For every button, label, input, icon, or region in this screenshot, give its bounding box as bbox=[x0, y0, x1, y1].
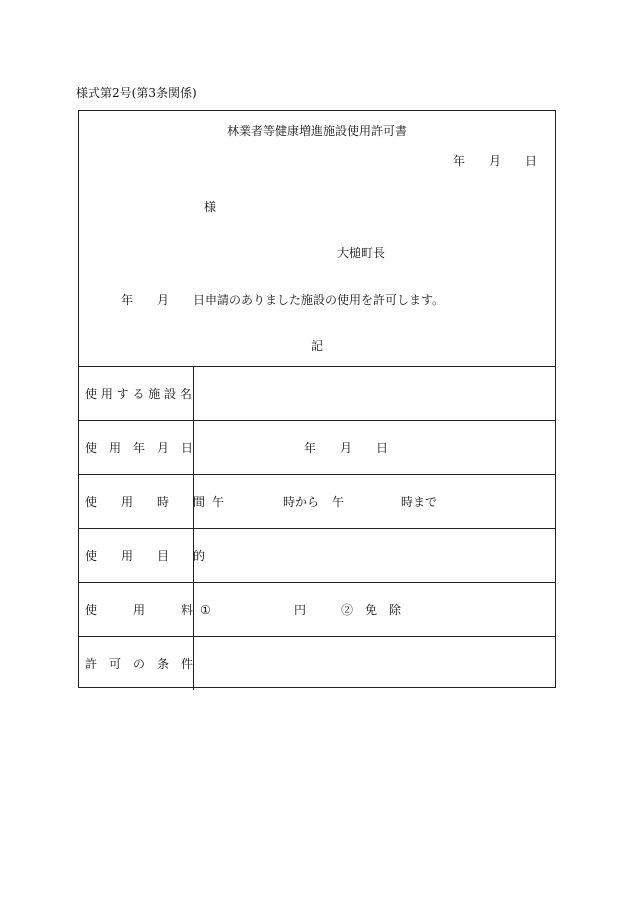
row-date bbox=[79, 420, 555, 474]
use-date: 年 月 日 bbox=[304, 441, 389, 455]
row-label: 使 用 時 間 bbox=[79, 475, 194, 528]
row-fee bbox=[79, 582, 555, 636]
row-time bbox=[79, 474, 555, 528]
time-until: 時まで bbox=[401, 495, 438, 509]
permit-statement: 年 月 日申請のありました施設の使用を許可します。 bbox=[121, 293, 445, 307]
noon-end: 午 bbox=[332, 495, 345, 509]
row-label: 許 可 の 条 件 bbox=[79, 637, 194, 690]
addressee-suffix: 様 bbox=[204, 200, 217, 214]
row-label: 使 用 目 的 bbox=[79, 529, 194, 582]
issue-date: 年 月 日 bbox=[452, 154, 537, 168]
form-number: 様式第2号(第3条関係) bbox=[76, 86, 197, 100]
ki-heading: 記 bbox=[310, 339, 323, 353]
form-title: 林業者等健康増進施設使用許可書 bbox=[226, 124, 407, 138]
fee-option-1: ① bbox=[200, 602, 211, 617]
row-label: 使 用 年 月 日 bbox=[79, 421, 194, 474]
row-facility bbox=[79, 366, 555, 420]
row-conditions bbox=[79, 636, 555, 690]
row-label: 使 用 す る 施 設 名 bbox=[79, 367, 194, 420]
issuer-name: 大槌町長 bbox=[337, 246, 386, 260]
time-from: 時から bbox=[283, 495, 320, 509]
noon-start: 午 bbox=[212, 495, 225, 509]
row-purpose bbox=[79, 528, 555, 582]
fee-option-2: ② 免 除 bbox=[341, 603, 402, 617]
row-label: 使 用 料 bbox=[79, 583, 194, 636]
permit-form bbox=[78, 110, 556, 688]
fee-yen: 円 bbox=[294, 603, 307, 617]
